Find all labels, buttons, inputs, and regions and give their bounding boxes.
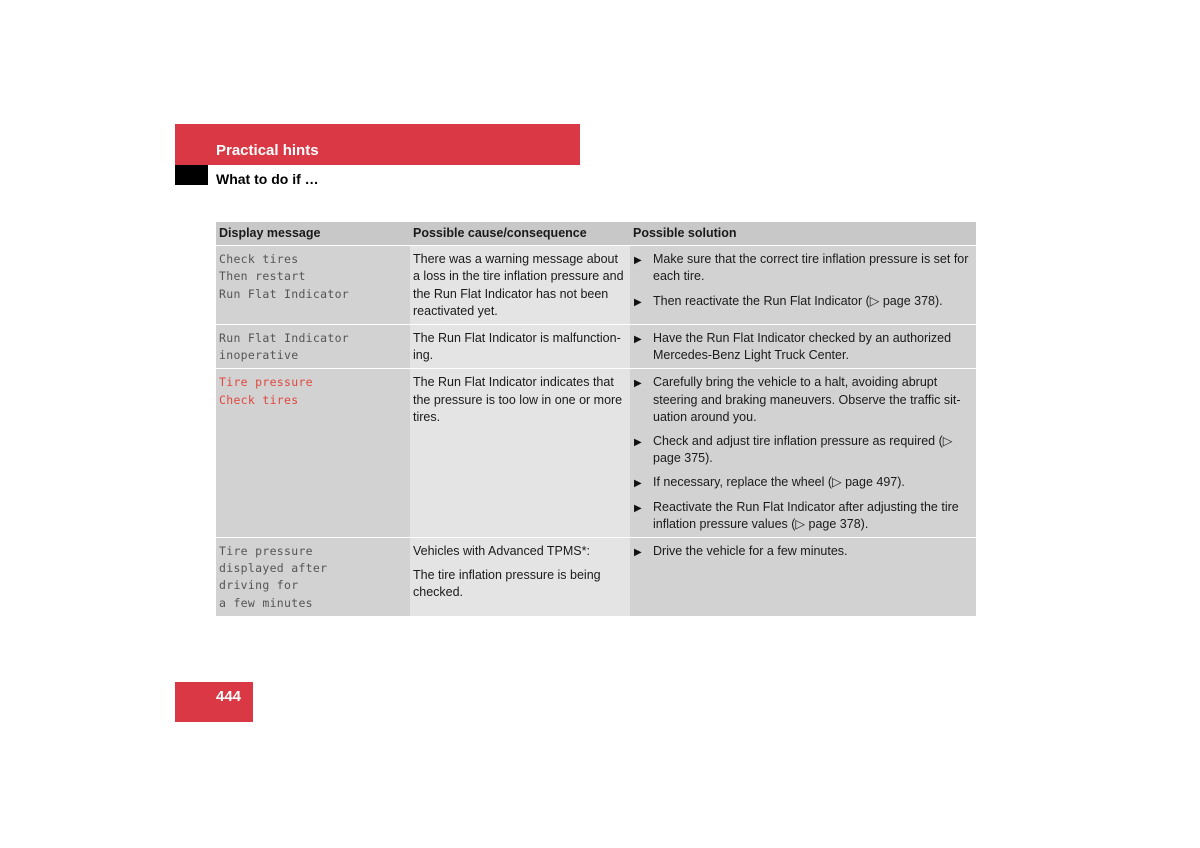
solution-cell: [630, 369, 976, 538]
display-message-cell: [216, 369, 410, 538]
solution-text: Make sure that the correct tire inflation pressure is set for each tire.: [653, 252, 969, 284]
display-message-line: Check tires: [219, 392, 299, 407]
bullet-arrow-icon: ▶: [634, 437, 642, 449]
solution-cell: [630, 246, 976, 325]
bullet-arrow-icon: ▶: [634, 255, 642, 267]
display-message-line: Run Flat Indicator: [219, 331, 350, 346]
solution-text: Drive the vehicle for a few minutes.: [653, 544, 848, 559]
table-row: [216, 538, 976, 617]
header-display-message: Display message: [216, 222, 410, 246]
page-number-box: [175, 682, 253, 722]
bullet-arrow-icon: ▶: [634, 478, 642, 490]
cause-cell: [410, 325, 630, 369]
solution-item: [633, 251, 973, 285]
cause-cell: [410, 246, 630, 325]
page-number: 444: [216, 688, 242, 705]
bullet-arrow-icon: ▶: [634, 296, 642, 308]
bullet-arrow-icon: ▶: [634, 547, 642, 559]
solution-cell: [630, 325, 976, 369]
display-message-line: driving for: [219, 578, 299, 593]
section-title: Practical hints: [216, 142, 319, 159]
solution-item: [633, 433, 973, 467]
display-message-line: a few minutes: [219, 595, 313, 610]
solution-text: Reactivate the Run Flat Indicator after adjusting the tire inflation pressure values (▷ page 378).: [653, 499, 959, 531]
display-message-cell: [216, 538, 410, 617]
display-message-line: Tire pressure: [219, 375, 313, 390]
display-message-cell: [216, 325, 410, 369]
table-row: [216, 325, 976, 369]
bullet-arrow-icon: ▶: [634, 378, 642, 390]
cause-text: The tire inflation pressure is being checked.: [413, 568, 601, 600]
solution-text: If necessary, replace the wheel (▷ page 497).: [653, 475, 905, 490]
display-message-line: Run Flat Indicator: [219, 286, 350, 301]
display-message-line: Then restart: [219, 269, 306, 284]
solution-item: [633, 499, 973, 533]
solution-cell: [630, 538, 976, 617]
solution-text: Then reactivate the Run Flat Indicator (▷ page 378).: [653, 293, 943, 308]
display-message-line: Tire pressure: [219, 544, 313, 559]
subsection-marker: [175, 165, 208, 185]
cause-text: Vehicles with Advanced TPMS*:: [413, 544, 590, 559]
bullet-arrow-icon: ▶: [634, 334, 642, 346]
solution-item: [633, 374, 973, 426]
cause-text: The Run Flat Indicator is malfunction-ing.: [413, 331, 621, 363]
header-possible-solution: Possible solution: [630, 222, 976, 246]
solution-item: [633, 330, 973, 364]
table-header-row: [216, 222, 976, 246]
display-message-table: [216, 222, 976, 617]
subsection-title: What to do if …: [216, 171, 319, 187]
cause-cell: [410, 538, 630, 617]
solution-item: [633, 293, 973, 310]
display-message-line: inoperative: [219, 348, 299, 363]
display-message-line: Check tires: [219, 252, 299, 267]
cause-text: The Run Flat Indicator indicates that the pressure is too low in one or more tires.: [413, 375, 623, 424]
solution-item: [633, 543, 973, 560]
solution-item: [633, 474, 973, 491]
display-message-line: displayed after: [219, 561, 328, 576]
table-row: [216, 246, 976, 325]
table-row: [216, 369, 976, 538]
bullet-arrow-icon: ▶: [634, 502, 642, 514]
header-possible-cause: Possible cause/consequence: [410, 222, 630, 246]
display-message-cell: [216, 246, 410, 325]
cause-cell: [410, 369, 630, 538]
solution-text: Have the Run Flat Indicator checked by an authorized Mercedes-Benz Light Truck Center.: [653, 331, 952, 363]
solution-text: Check and adjust tire inflation pressure as required (▷ page 375).: [653, 434, 953, 466]
cause-text: There was a warning message about a loss in the tire inflation pressure and the Run Flat Indicator has not been reactivated yet.: [413, 252, 624, 318]
solution-text: Carefully bring the vehicle to a halt, avoiding abrupt steering and braking maneuvers. Observe the traffic sit-uation around you.: [653, 375, 961, 424]
